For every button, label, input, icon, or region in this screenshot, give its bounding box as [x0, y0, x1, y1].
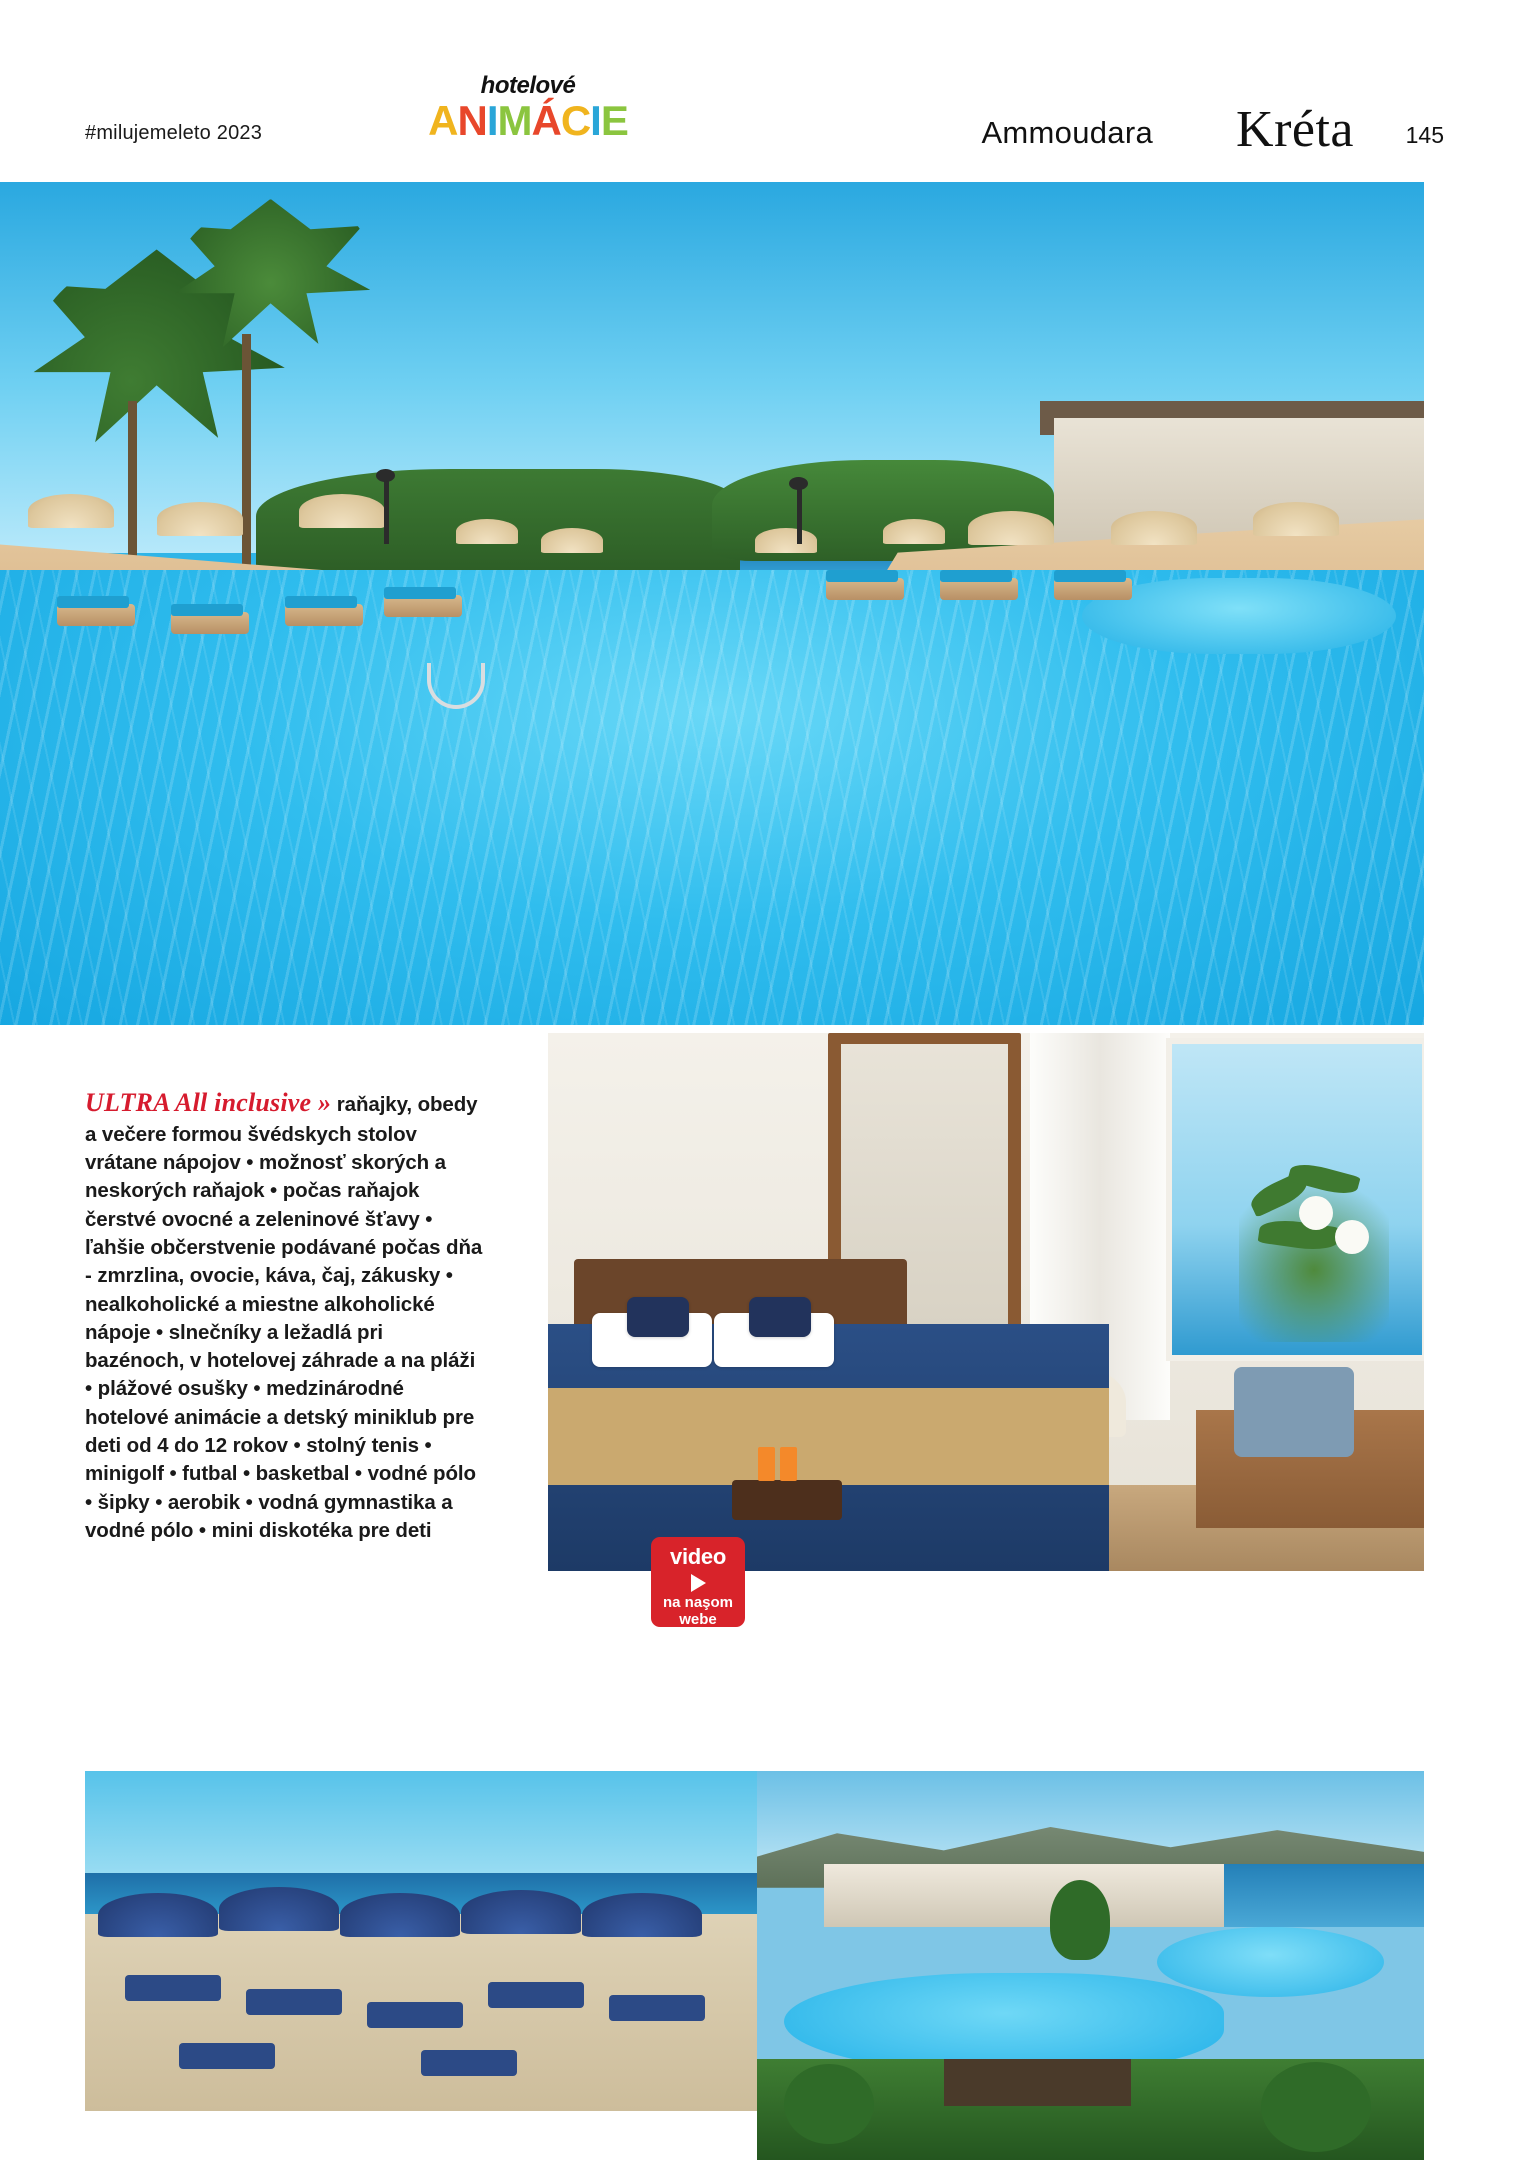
beach-photo [85, 1771, 757, 2111]
beach-lounger [367, 2002, 463, 2028]
parasol [1111, 511, 1197, 545]
video-label: video [670, 1544, 726, 1569]
resort-aerial-photo [757, 1771, 1424, 2160]
page-header [0, 0, 1529, 178]
parasol [299, 494, 385, 528]
lamp-post [797, 485, 802, 544]
parasol [28, 494, 114, 528]
sun-lounger [826, 578, 904, 600]
sun-lounger [384, 595, 462, 617]
sun-lounger [940, 578, 1018, 600]
palm-trunk [242, 334, 251, 570]
lamp-head [789, 477, 808, 490]
beach-lounger [421, 2050, 517, 2076]
hotel-buildings [824, 1864, 1224, 1926]
beach-parasol [98, 1893, 218, 1937]
beach-lounger [488, 1982, 584, 2008]
sun-lounger [1054, 578, 1132, 600]
parasol [968, 511, 1054, 545]
sun-lounger [171, 612, 249, 634]
parasol [755, 528, 817, 553]
ultra-all-inclusive-lead: ULTRA All inclusive » [85, 1088, 332, 1117]
logo-top-text: hotelové [480, 72, 576, 99]
cushion [749, 1297, 811, 1337]
destination-name: Ammoudara [981, 115, 1153, 150]
beach-lounger [125, 1975, 221, 2001]
breakfast-tray [732, 1480, 842, 1520]
parasol [541, 528, 603, 553]
armchair [1234, 1367, 1354, 1457]
page-number: 145 [1405, 122, 1444, 148]
lamp-head [376, 469, 395, 482]
video-badge[interactable] [651, 1537, 745, 1627]
all-inclusive-description: raňajky, obedy a večere formou švédskych stolov vrátane nápojov • možnosť skorých a neskorých raňajok • počas raňajok čerstvé ovocné a zeleninové šťavy • ľahšie občerstvenie podávané počas dňa - zmrzlina, ovocie, káva, čaj, zákusky • nealkoholické a miestne alkoholické nápoje • slnečníky a ležadlá pri bazénoch, v hotelovej záhrade a na pláži • plážové osušky • medzinárodné hotelové animácie a detský miniklub pre deti od 4 do 12 rokov • stolný tenis • minigolf • futbal • basketbal • vodné pólo • šipky • aerobik • vodná gymnastika a vodné pólo • mini diskotéka pre deti [85, 1093, 483, 1542]
country-name: Kréta [1236, 101, 1354, 158]
campaign-hashtag: #milujemeleto 2023 [85, 122, 263, 144]
cypress-tree [1050, 1880, 1110, 1960]
sun-lounger [285, 604, 363, 626]
tree [1261, 2062, 1371, 2152]
beach-lounger [246, 1989, 342, 2015]
parasol [1253, 502, 1339, 536]
juice-glass [780, 1447, 797, 1481]
room-photo [548, 1033, 1424, 1571]
all-inclusive-paragraph [85, 1085, 483, 1545]
animacie-logo [398, 74, 658, 142]
sun-lounger [57, 604, 135, 626]
logo-main-text: ANIMÁCIE [428, 97, 628, 144]
cushion [627, 1297, 689, 1337]
upper-pool [1157, 1927, 1384, 1997]
beach-lounger [179, 2043, 275, 2069]
hero-pool-photo [0, 182, 1424, 1025]
parasol [456, 519, 518, 544]
video-sub-line1: na naşom [662, 1594, 734, 1611]
potted-plant [1239, 1162, 1389, 1342]
all-inclusive-text-block [85, 1085, 483, 1545]
parasol [157, 502, 243, 536]
parasol [883, 519, 945, 544]
video-sub-line2: webe [679, 1610, 717, 1628]
tree [784, 2064, 874, 2144]
pergola [944, 2059, 1131, 2106]
lamp-post [384, 477, 389, 544]
beach-parasol [340, 1893, 460, 1937]
bed-runner [548, 1388, 1109, 1485]
beach-parasol [582, 1893, 702, 1937]
beach-parasol [219, 1887, 339, 1931]
beach-lounger [609, 1995, 705, 2021]
play-icon [691, 1574, 706, 1592]
juice-glass [758, 1447, 775, 1481]
beach-parasol [461, 1890, 581, 1934]
